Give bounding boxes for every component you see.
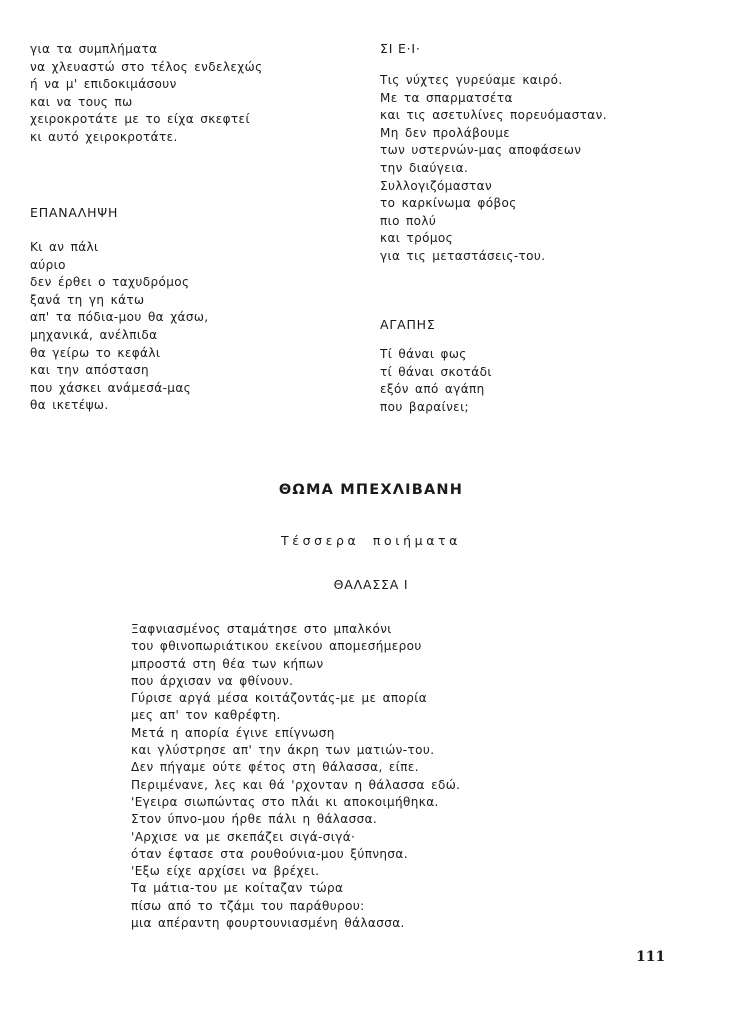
poem-line: και γλύστρησε απ' την άκρη των ματιών-του.: [131, 743, 435, 758]
poem-line: 'Εγειρα σιωπώντας στο πλάι κι αποκοιμήθηκα.: [131, 794, 439, 809]
poem-line: Με τα σπαρματσέτα: [380, 90, 513, 105]
poem-line: 'Εξω είχε αρχίσει να βρέχει.: [131, 864, 320, 879]
poem-line: δεν έρθει ο ταχυδρόμος: [30, 275, 190, 290]
poem-line: και τρόμος: [380, 231, 454, 246]
poem-body-sei: [380, 72, 607, 266]
poem-line: πιο πολύ: [380, 213, 437, 228]
poem-line: Κι αν πάλι: [30, 240, 99, 254]
poem-line: την διαύγεια.: [380, 160, 469, 175]
poem-line: Τα μάτια-του με κοίταζαν τώρα: [131, 881, 344, 896]
author-heading: ΘΩΜΑ ΜΠΕΧΛΙΒΑΝΗ: [278, 482, 464, 498]
poem-line: τί θάναι σκοτάδι: [380, 364, 492, 379]
poem-line: θα ικετέψω.: [30, 398, 109, 413]
poem-body-agapis: [380, 346, 492, 416]
poem-line: Μετά η απορία έγινε επίγνωση: [131, 725, 335, 740]
poem-line: για τα συμπλήματα: [30, 42, 158, 56]
page-number: 111: [636, 949, 666, 965]
poem-line: των υστερνών-μας αποφάσεων: [380, 143, 582, 158]
poem-line: Τί θάναι φως: [380, 347, 467, 361]
poem-line: μες απ' τον καθρέφτη.: [131, 708, 281, 723]
poem-line: μια απέραντη φουρτουνιασμένη θάλασσα.: [131, 916, 405, 931]
poem-line: Τις νύχτες γυρεύαμε καιρό.: [380, 73, 563, 87]
poem-line: πίσω από το τζάμι του παράθυρου:: [131, 898, 365, 913]
poem-line: και τις ασετυλίνες πορευόμασταν.: [380, 108, 607, 123]
poem-title-epanalipsi: ΕΠΑΝΑΛΗΨΗ: [30, 205, 119, 220]
poem-title-sei: ΣΙ Ε·Ι·: [380, 41, 421, 56]
poem-line: Γύρισε αργά μέσα κοιτάζοντάς-με με απορία: [131, 691, 428, 706]
section-subtitle: Τέσσερα ποιήματα: [280, 533, 462, 548]
poem-body-thalassa: [131, 621, 460, 932]
left-intro-stanza: [30, 41, 263, 147]
poem-line: που χάσκει ανάμεσά-μας: [30, 380, 192, 395]
poem-line: κι αυτό χειροκροτάτε.: [30, 129, 178, 144]
poem-title-thalassa: ΘΑΛΑΣΣΑ Ι: [333, 577, 409, 592]
poem-line: Περιμένανε, λες και θά 'ρχονταν η θάλασσα εδώ.: [131, 777, 461, 792]
poem-line: απ' τα πόδια-μου θα χάσω,: [30, 310, 209, 325]
poem-line: του φθινοπωριάτικου εκείνου απομεσήμερου: [131, 639, 422, 654]
poem-line: Δεν πήγαμε ούτε φέτος στη θάλασσα, είπε.: [131, 760, 419, 775]
poem-line: Μη δεν προλάβουμε: [380, 125, 511, 140]
poem-line: ξανά τη γη κάτω: [30, 292, 145, 307]
poem-line: Στον ύπνο-μου ήρθε πάλι η θάλασσα.: [131, 812, 378, 827]
poem-line: Συλλογιζόμασταν: [380, 178, 493, 193]
poem-line: μπροστά στη θέα των κήπων: [131, 656, 324, 671]
poem-line: 'Αρχισε να με σκεπάζει σιγά-σιγά·: [131, 829, 356, 844]
poem-line: να χλευαστώ στο τέλος ενδελεχώς: [30, 59, 263, 74]
poem-line: το καρκίνωμα φόβος: [380, 196, 517, 211]
poem-line: μηχανικά, ανέλπιδα: [30, 327, 158, 342]
poem-line: που βαραίνει;: [380, 399, 469, 414]
poem-line: όταν έφτασε στα ρουθούνια-μου ξύπνησα.: [131, 846, 408, 861]
poem-line: Ξαφνιασμένος σταμάτησε στο μπαλκόνι: [131, 622, 392, 636]
poem-line: που άρχισαν να φθίνουν.: [131, 673, 294, 688]
poem-body-epanalipsi: [30, 239, 209, 415]
poem-line: αύριο: [30, 257, 66, 272]
poem-line: και να τους πω: [30, 94, 133, 109]
poem-title-agapis: ΑΓΑΠΗΣ: [380, 317, 436, 332]
poem-line: χειροκροτάτε με το είχα σκεφτεί: [30, 112, 250, 127]
poem-line: ή να μ' επιδοκιμάσουν: [30, 77, 177, 92]
poem-line: εξόν από αγάπη: [380, 382, 485, 397]
poem-line: θα γείρω το κεφάλι: [30, 345, 161, 360]
poem-line: για τις μεταστάσεις-του.: [380, 248, 546, 263]
poem-line: και την απόσταση: [30, 363, 150, 378]
